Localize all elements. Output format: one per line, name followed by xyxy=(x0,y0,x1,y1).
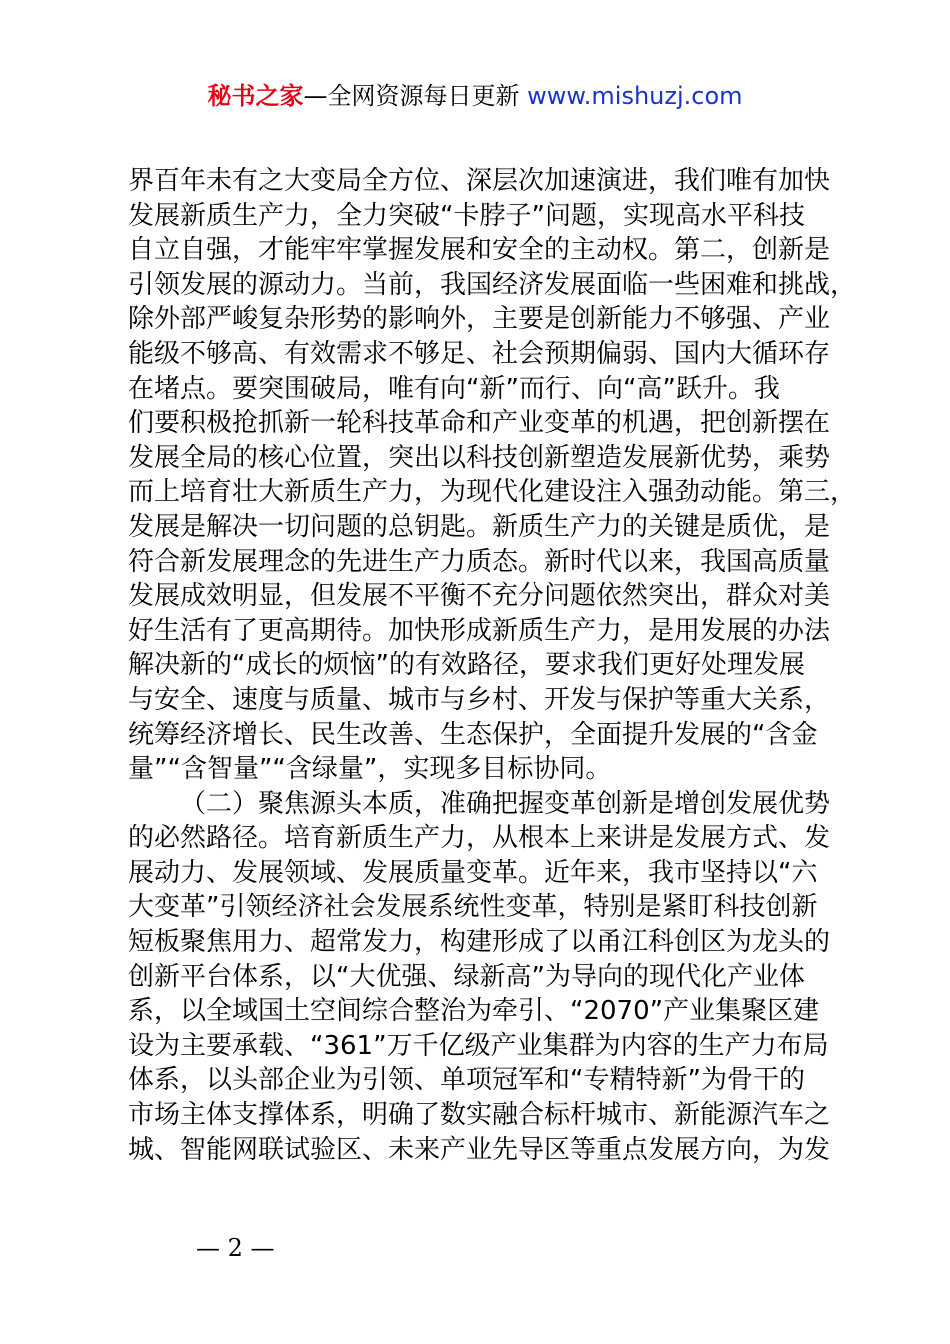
text-line: 系，以全域国土空间综合整治为牵引、“2070”产业集聚区建 xyxy=(128,996,820,1027)
page-number: — 2 — xyxy=(196,1234,275,1262)
text-line: 而上培育壮大新质生产力，为现代化建设注入强劲动能。第三， xyxy=(128,477,857,508)
text-line: 城、智能网联试验区、未来产业先导区等重点发展方向，为发 xyxy=(128,1134,831,1165)
header-banner xyxy=(0,80,950,112)
text-line: 解决新的“成长的烦恼”的有效路径，要求我们更好处理发展 xyxy=(128,650,805,681)
header-slogan: —全网资源每日更新 xyxy=(303,82,528,110)
text-line: 发展是解决一切问题的总钥匙。新质生产力的关键是质优，是 xyxy=(128,511,831,542)
text-line: 界百年未有之大变局全方位、深层次加速演进，我们唯有加快 xyxy=(128,166,831,196)
text-line: 符合新发展理念的先进生产力质态。新时代以来，我国高质量 xyxy=(128,546,831,577)
text-line: 与安全、速度与质量、城市与乡村、开发与保护等重大关系， xyxy=(128,684,831,715)
text-line: 在堵点。要突围破局，唯有向“新”而行、向“高”跃升。我 xyxy=(128,373,780,404)
text-line: 设为主要承载、“361”万千亿级产业集群为内容的生产力布局 xyxy=(128,1030,829,1061)
text-line: 短板聚焦用力、超常发力，构建形成了以甬江科创区为龙头的 xyxy=(128,927,831,958)
text-line: 能级不够高、有效需求不够足、社会预期偏弱、国内大循环存 xyxy=(128,338,831,369)
paragraph-heading-line: （二）聚焦源头本质，准确把握变革创新是增创发展优势 xyxy=(180,788,831,819)
text-line: 统筹经济增长、民生改善、生态保护，全面提升发展的“含金 xyxy=(128,719,818,750)
text-line: 发展新质生产力，全力突破“卡脖子”问题，实现高水平科技 xyxy=(128,200,805,231)
text-line: 自立自强，才能牢牢掌握发展和安全的主动权。第二，创新是 xyxy=(128,235,831,266)
text-line: 们要积极抢抓新一轮科技革命和产业变革的机遇，把创新摆在 xyxy=(128,408,831,439)
text-line: 市场主体支撑体系，明确了数实融合标杆城市、新能源汽车之 xyxy=(128,1100,831,1131)
body-text xyxy=(128,164,857,1167)
text-line: 体系，以头部企业为引领、单项冠军和“专精特新”为骨干的 xyxy=(128,1065,805,1096)
text-line: 发展全局的核心位置，突出以科技创新塑造发展新优势，乘势 xyxy=(128,442,831,473)
text-line: 发展成效明显，但发展不平衡不充分问题依然突出，群众对美 xyxy=(128,581,831,612)
text-line: 引领发展的源动力。当前，我国经济发展面临一些困难和挑战， xyxy=(128,269,857,300)
text-line: 大变革”引领经济社会发展系统性变革，特别是紧盯科技创新 xyxy=(128,892,818,923)
text-line: 的必然路径。培育新质生产力，从根本上来讲是发展方式、发 xyxy=(128,823,831,854)
brand-name: 秘书之家 xyxy=(207,82,304,110)
text-line: 好生活有了更高期待。加快形成新质生产力，是用发展的办法 xyxy=(128,615,831,646)
site-url: www.mishuzj.com xyxy=(527,82,743,110)
text-line: 除外部严峻复杂形势的影响外，主要是创新能力不够强、产业 xyxy=(128,304,831,335)
text-line: 量”“含智量”“含绿量”，实现多目标协同。 xyxy=(128,754,612,785)
text-line: 创新平台体系，以“大优强、绿新高”为导向的现代化产业体 xyxy=(128,961,805,992)
text-line: 展动力、发展领域、发展质量变革。近年来，我市坚持以“六 xyxy=(128,857,818,888)
